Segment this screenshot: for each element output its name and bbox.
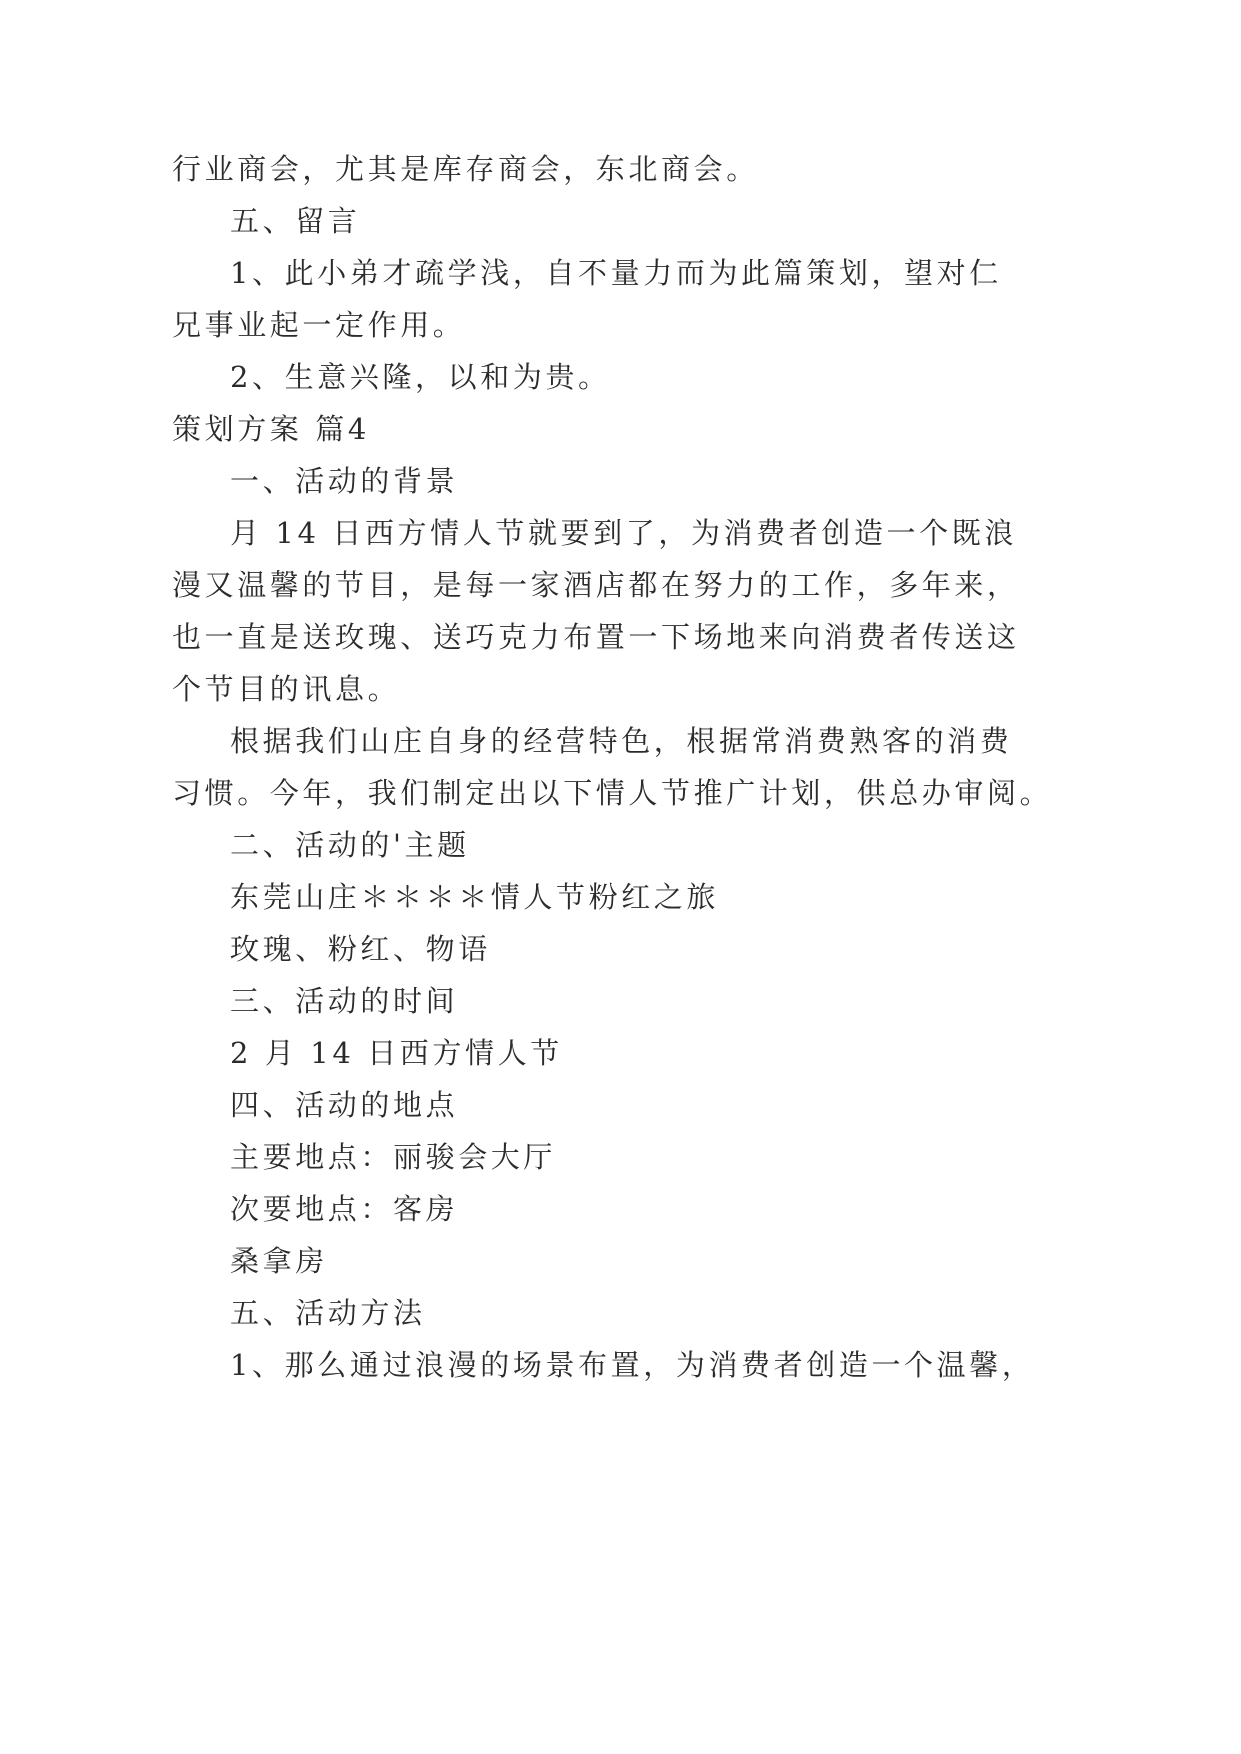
- text-line: 2 月 14 日西方情人节: [230, 1036, 563, 1070]
- text-line: 次要地点：客房: [230, 1192, 459, 1226]
- text-line: 兄事业起一定作用。: [172, 308, 466, 342]
- section-heading: 五、留言: [230, 204, 361, 238]
- text-line: 东莞山庄＊＊＊＊情人节粉红之旅: [230, 880, 720, 914]
- text-line: 1、那么通过浪漫的场景布置，为消费者创造一个温馨，: [230, 1348, 1035, 1382]
- section-heading: 三、活动的时间: [230, 984, 459, 1018]
- section-heading: 二、活动的'主题: [230, 828, 470, 862]
- text-line: 根据我们山庄自身的经营特色，根据常消费熟客的消费: [230, 724, 1013, 758]
- text-line: 也一直是送玫瑰、送巧克力布置一下场地来向消费者传送这: [172, 620, 1020, 654]
- section-heading: 一、活动的背景: [230, 464, 459, 498]
- text-line: 月 14 日西方情人节就要到了，为消费者创造一个既浪: [230, 516, 1017, 550]
- text-line: 习惯。今年，我们制定出以下情人节推广计划，供总办审阅。: [172, 776, 1053, 810]
- text-line: 个节目的讯息。: [172, 672, 401, 706]
- text-line: 主要地点：丽骏会大厅: [230, 1140, 557, 1174]
- text-line: 行业商会，尤其是库存商会，东北商会。: [172, 152, 759, 186]
- text-line: 玫瑰、粉红、物语: [230, 932, 491, 966]
- text-line: 漫又温馨的节目，是每一家酒店都在努力的工作，多年来，: [172, 568, 1020, 602]
- section-heading: 五、活动方法: [230, 1296, 426, 1330]
- text-line: 2、生意兴隆，以和为贵。: [230, 360, 611, 394]
- section-heading: 四、活动的地点: [230, 1088, 459, 1122]
- text-line: 1、此小弟才疏学浅，自不量力而为此篇策划，望对仁: [230, 256, 1002, 290]
- text-line: 桑拿房: [230, 1244, 328, 1278]
- article-title: 策划方案 篇4: [172, 412, 370, 446]
